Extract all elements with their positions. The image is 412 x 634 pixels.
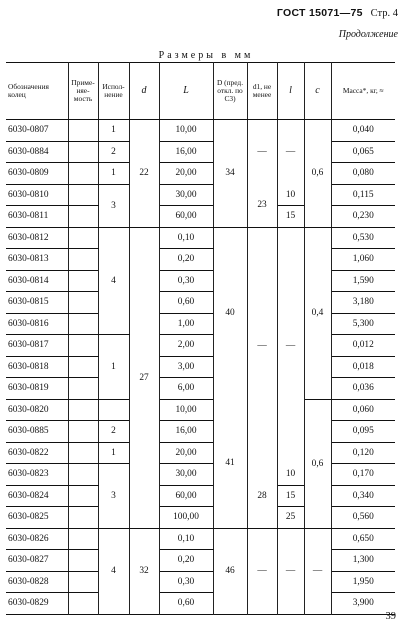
table-row: [6, 571, 395, 593]
version-cell: 4: [98, 227, 129, 335]
table-row: [6, 141, 395, 163]
col-version: Испол-нение: [98, 63, 129, 120]
L-cell: 0,10: [159, 227, 213, 249]
L-cell: 0,30: [159, 571, 213, 593]
l-cell: —: [277, 227, 304, 464]
mass-cell: 1,590: [331, 270, 395, 292]
version-cell: [98, 399, 129, 421]
table-row: [6, 120, 395, 142]
mass-cell: 0,170: [331, 464, 395, 486]
d-cell: 27: [129, 227, 159, 528]
table-row: [6, 442, 395, 464]
table-row: [6, 292, 395, 314]
L-cell: 20,00: [159, 442, 213, 464]
l-cell: —: [277, 528, 304, 614]
mass-cell: 0,065: [331, 141, 395, 163]
L-cell: 20,00: [159, 163, 213, 185]
mass-cell: 0,530: [331, 227, 395, 249]
row-code: 6030-0817: [6, 335, 68, 357]
table-row: [6, 507, 395, 529]
mass-cell: 0,230: [331, 206, 395, 228]
usage-cell: [68, 442, 98, 464]
usage-cell: [68, 421, 98, 443]
standard-number: ГОСТ 15071—75: [276, 7, 363, 19]
table-row: [6, 378, 395, 400]
table-row: [6, 485, 395, 507]
table-row: [6, 593, 395, 615]
mass-cell: 0,080: [331, 163, 395, 185]
L-cell: 60,00: [159, 485, 213, 507]
L-cell: 1,00: [159, 313, 213, 335]
mass-cell: 3,900: [331, 593, 395, 615]
usage-cell: [68, 335, 98, 357]
usage-cell: [68, 528, 98, 550]
L-cell: 30,00: [159, 464, 213, 486]
version-cell: 2: [98, 421, 129, 443]
col-l: l: [277, 63, 304, 120]
version-cell: 1: [98, 120, 129, 142]
L-cell: 16,00: [159, 141, 213, 163]
usage-cell: [68, 184, 98, 206]
L-cell: 0,10: [159, 528, 213, 550]
l-cell: —: [277, 120, 304, 185]
d-cell: 32: [129, 528, 159, 614]
mass-cell: 1,300: [331, 550, 395, 572]
L-cell: 60,00: [159, 206, 213, 228]
usage-cell: [68, 120, 98, 142]
d1-cell: 23: [247, 184, 277, 227]
mass-cell: 0,340: [331, 485, 395, 507]
mass-cell: 1,060: [331, 249, 395, 271]
col-L: L: [159, 63, 213, 120]
row-code: 6030-0827: [6, 550, 68, 572]
L-cell: 10,00: [159, 120, 213, 142]
D-cell: 46: [213, 528, 247, 614]
L-cell: 2,00: [159, 335, 213, 357]
row-code: 6030-0819: [6, 378, 68, 400]
row-code: 6030-0809: [6, 163, 68, 185]
version-cell: 1: [98, 163, 129, 185]
L-cell: 0,60: [159, 292, 213, 314]
c-cell: 0,6: [304, 120, 331, 228]
row-code: 6030-0807: [6, 120, 68, 142]
table-row: [6, 313, 395, 335]
row-code: 6030-0885: [6, 421, 68, 443]
table-row: [6, 399, 395, 421]
row-code: 6030-0810: [6, 184, 68, 206]
row-code: 6030-0884: [6, 141, 68, 163]
row-code: 6030-0818: [6, 356, 68, 378]
usage-cell: [68, 356, 98, 378]
table-row: [6, 528, 395, 550]
page-label: Стр. 4: [370, 8, 398, 19]
col-usage: Приме-няе-мость: [68, 63, 98, 120]
D-cell: 41: [213, 399, 247, 528]
L-cell: 10,00: [159, 399, 213, 421]
version-cell: 3: [98, 184, 129, 227]
version-cell: 2: [98, 141, 129, 163]
usage-cell: [68, 550, 98, 572]
row-code: 6030-0824: [6, 485, 68, 507]
table-row: [6, 227, 395, 249]
mass-cell: 0,115: [331, 184, 395, 206]
usage-cell: [68, 464, 98, 486]
L-cell: 30,00: [159, 184, 213, 206]
table-row: [6, 206, 395, 228]
col-D: D (пред. откл. по C3): [213, 63, 247, 120]
d1-cell: —: [247, 120, 277, 185]
mass-cell: 0,560: [331, 507, 395, 529]
usage-cell: [68, 571, 98, 593]
col-designation: Обозначения колец: [6, 63, 68, 120]
usage-cell: [68, 249, 98, 271]
col-c: c: [304, 63, 331, 120]
L-cell: 16,00: [159, 421, 213, 443]
usage-cell: [68, 593, 98, 615]
usage-cell: [68, 141, 98, 163]
row-code: 6030-0820: [6, 399, 68, 421]
row-code: 6030-0811: [6, 206, 68, 228]
mass-cell: 0,060: [331, 399, 395, 421]
usage-cell: [68, 163, 98, 185]
page-number: 39: [385, 611, 396, 622]
table-row: [6, 335, 395, 357]
col-mass: Масса*, кг, ≈: [331, 63, 395, 120]
row-code: 6030-0812: [6, 227, 68, 249]
L-cell: 0,20: [159, 550, 213, 572]
L-cell: 0,30: [159, 270, 213, 292]
table-row: [6, 464, 395, 486]
mass-cell: 0,650: [331, 528, 395, 550]
version-cell: 4: [98, 528, 129, 614]
l-cell: 10: [277, 184, 304, 206]
mass-cell: 0,120: [331, 442, 395, 464]
L-cell: 6,00: [159, 378, 213, 400]
table-row: [6, 249, 395, 271]
row-code: 6030-0814: [6, 270, 68, 292]
mass-cell: 5,300: [331, 313, 395, 335]
table-row: [6, 163, 395, 185]
row-code: 6030-0828: [6, 571, 68, 593]
l-cell: 10: [277, 464, 304, 486]
mass-cell: 0,040: [331, 120, 395, 142]
mass-cell: 0,036: [331, 378, 395, 400]
row-code: 6030-0815: [6, 292, 68, 314]
table-row: [6, 184, 395, 206]
version-cell: 1: [98, 442, 129, 464]
c-cell: 0,4: [304, 227, 331, 399]
c-cell: —: [304, 528, 331, 614]
d1-cell: 28: [247, 464, 277, 529]
mass-cell: 0,012: [331, 335, 395, 357]
table-row: [6, 270, 395, 292]
L-cell: 0,20: [159, 249, 213, 271]
l-cell: 25: [277, 507, 304, 529]
L-cell: 0,60: [159, 593, 213, 615]
usage-cell: [68, 206, 98, 228]
row-code: 6030-0816: [6, 313, 68, 335]
usage-cell: [68, 399, 98, 421]
table-row: [6, 421, 395, 443]
d1-cell: —: [247, 528, 277, 614]
D-cell: 34: [213, 120, 247, 228]
table-caption: Размеры в мм: [158, 50, 254, 61]
L-cell: 3,00: [159, 356, 213, 378]
usage-cell: [68, 270, 98, 292]
mass-cell: 1,950: [331, 571, 395, 593]
dimensions-table: [6, 62, 395, 615]
col-d: d: [129, 63, 159, 120]
D-cell: 40: [213, 227, 247, 399]
mass-cell: 3,180: [331, 292, 395, 314]
header-row: [6, 63, 395, 120]
d1-cell: —: [247, 227, 277, 464]
usage-cell: [68, 485, 98, 507]
l-cell: 15: [277, 485, 304, 507]
page-header: [277, 7, 398, 19]
L-cell: 100,00: [159, 507, 213, 529]
table-row: [6, 356, 395, 378]
row-code: 6030-0822: [6, 442, 68, 464]
usage-cell: [68, 507, 98, 529]
l-cell: 15: [277, 206, 304, 228]
row-code: 6030-0823: [6, 464, 68, 486]
usage-cell: [68, 378, 98, 400]
d-cell: 22: [129, 120, 159, 228]
version-cell: 3: [98, 464, 129, 529]
version-cell: 1: [98, 335, 129, 400]
row-code: 6030-0813: [6, 249, 68, 271]
table-row: [6, 550, 395, 572]
mass-cell: 0,018: [331, 356, 395, 378]
usage-cell: [68, 292, 98, 314]
continuation-label: Продолжение: [338, 29, 398, 40]
usage-cell: [68, 227, 98, 249]
row-code: 6030-0826: [6, 528, 68, 550]
row-code: 6030-0829: [6, 593, 68, 615]
usage-cell: [68, 313, 98, 335]
col-d1: d1, не менее: [247, 63, 277, 120]
mass-cell: 0,095: [331, 421, 395, 443]
c-cell: 0,6: [304, 399, 331, 528]
row-code: 6030-0825: [6, 507, 68, 529]
